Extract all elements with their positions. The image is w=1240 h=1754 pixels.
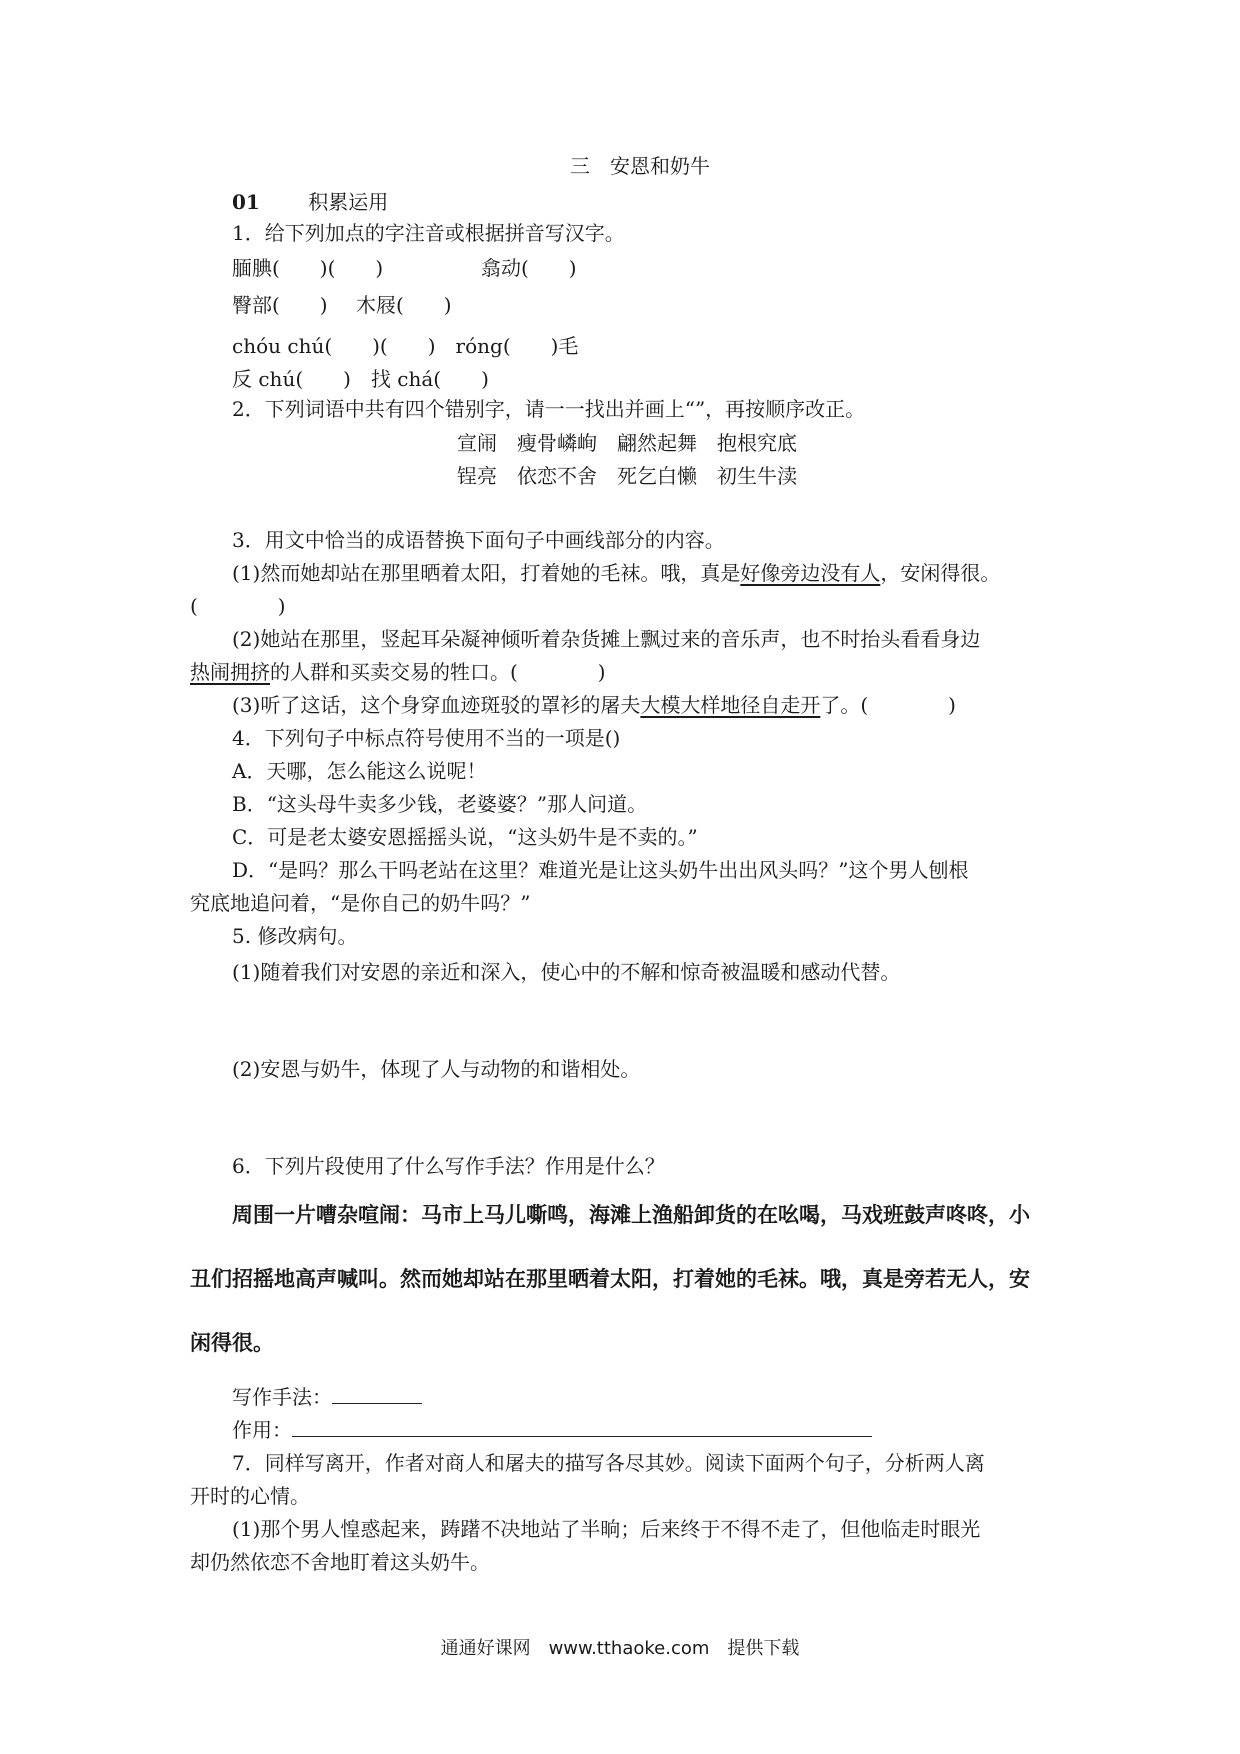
q1-row4: 反 chú( ) 找 chá( ) [232,367,489,391]
q4-option-d-line1: D．“是吗？那么干吗老站在这里？难道光是让这头奶牛出出风头吗？”这个男人刨根 [232,858,969,882]
q4-prompt: 4．下列句子中标点符号使用不当的一项是() [232,726,621,750]
q3-s2-text-b: 的人群和买卖交易的牲口。( ) [270,660,606,684]
q3-s1-text-b: ，安闲得很。 [880,561,1001,585]
q5-sentence1: (1)随着我们对安恩的亲近和深入，使心中的不解和惊奇被温暖和感动代替。 [232,960,901,984]
section-heading [232,189,388,215]
q6-effect-row [232,1417,872,1443]
q6-effect-label: 作用： [232,1418,292,1442]
section-number: 01 [232,190,260,214]
q1-row1-item2: 翕动( ) [481,256,577,280]
q6-effect-blank[interactable] [292,1418,872,1437]
q3-prompt: 3．用文中恰当的成语替换下面句子中画线部分的内容。 [232,528,725,552]
q1-row2-item2: 木屐( ) [356,293,452,317]
q4-option-d-line2: 究底地追问着，“是你自己的奶牛吗？” [190,891,531,915]
q3-s3-text-a: (3)听了这话，这个身穿血迹斑驳的罩衫的屠夫 [232,693,641,717]
q3-sentence2-line1: (2)她站在那里，竖起耳朵凝神倾听着杂货摊上飘过来的音乐声，也不时抬头看看身边 [232,627,981,651]
q3-sentence3 [232,692,956,718]
q6-method-blank[interactable] [332,1385,422,1404]
q3-s1-answer-blank: ( ) [190,594,286,618]
q6-method-row [232,1384,422,1410]
q3-s2-underlined: 热闹拥挤 [190,660,270,684]
q3-sentence1 [232,560,1000,586]
q2-prompt: 2．下列词语中共有四个错别字，请一一找出并画上“”，再按顺序改正。 [232,397,866,421]
q6-method-label: 写作手法： [232,1385,332,1409]
q2-words-line1: 宣闹 瘦骨嶙峋 翩然起舞 抱根究底 [457,431,797,455]
q2-words-line2: 锃亮 依恋不舍 死乞白懒 初生牛渎 [457,464,797,488]
q6-passage-line1: 周围一片嘈杂喧闹：马市上马儿嘶鸣，海滩上渔船卸货的在吆喝，马戏班鼓声咚咚，小 [232,1203,1030,1227]
q3-s3-underlined: 大模大样地径自走开 [640,693,821,717]
q7-prompt-line2: 开时的心情。 [190,1484,310,1508]
q3-s1-text-a: (1)然而她却站在那里晒着太阳，打着她的毛袜。哦，真是 [232,561,741,585]
q4-option-a: A．天哪，怎么能这么说呢！ [232,759,487,783]
q1-row2-item1: 臀部( ) [232,293,328,317]
q7-sentence1-line2: 却仍然依恋不舍地盯着这头奶牛。 [190,1550,490,1574]
q7-prompt-line1: 7．同样写离开，作者对商人和屠夫的描写各尽其妙。阅读下面两个句子，分析两人离 [232,1451,985,1475]
page-footer: 通通好课网 www.tthaoke.com 提供下载 [440,1638,800,1659]
q7-sentence1-line1: (1)那个男人惶惑起来，踌躇不决地站了半晌；后来终于不得不走了，但他临走时眼光 [232,1517,981,1541]
q3-s1-underlined: 好像旁边没有人 [740,561,881,585]
q1-prompt: 1．给下列加点的字注音或根据拼音写汉字。 [232,221,625,245]
q4-option-c: C．可是老太婆安恩摇摇头说，“这头奶牛是不卖的。” [232,825,698,849]
q3-sentence2-line2 [190,659,606,685]
q5-prompt: 5. 修改病句。 [232,924,358,948]
section-name: 积累运用 [308,190,389,214]
q6-passage-line2: 丑们招摇地高声喊叫。然而她却站在那里晒着太阳，打着她的毛袜。哦，真是旁若无人，安 [190,1267,1030,1291]
q6-prompt: 6．下列片段使用了什么写作手法？作用是什么？ [232,1154,665,1178]
q6-passage-line3: 闲得很。 [190,1331,274,1355]
q3-s3-text-b: 了。( ) [820,693,956,717]
q5-sentence2: (2)安恩与奶牛，体现了人与动物的和谐相处。 [232,1057,641,1081]
q1-row3: chóu chú( )( ) róng( )毛 [232,334,579,358]
q4-option-b: B．“这头母牛卖多少钱，老婆婆？”那人问道。 [232,792,648,816]
q1-row1-item1: 腼腆( )( ) [232,256,384,280]
page-title: 三 安恩和奶牛 [570,154,710,178]
